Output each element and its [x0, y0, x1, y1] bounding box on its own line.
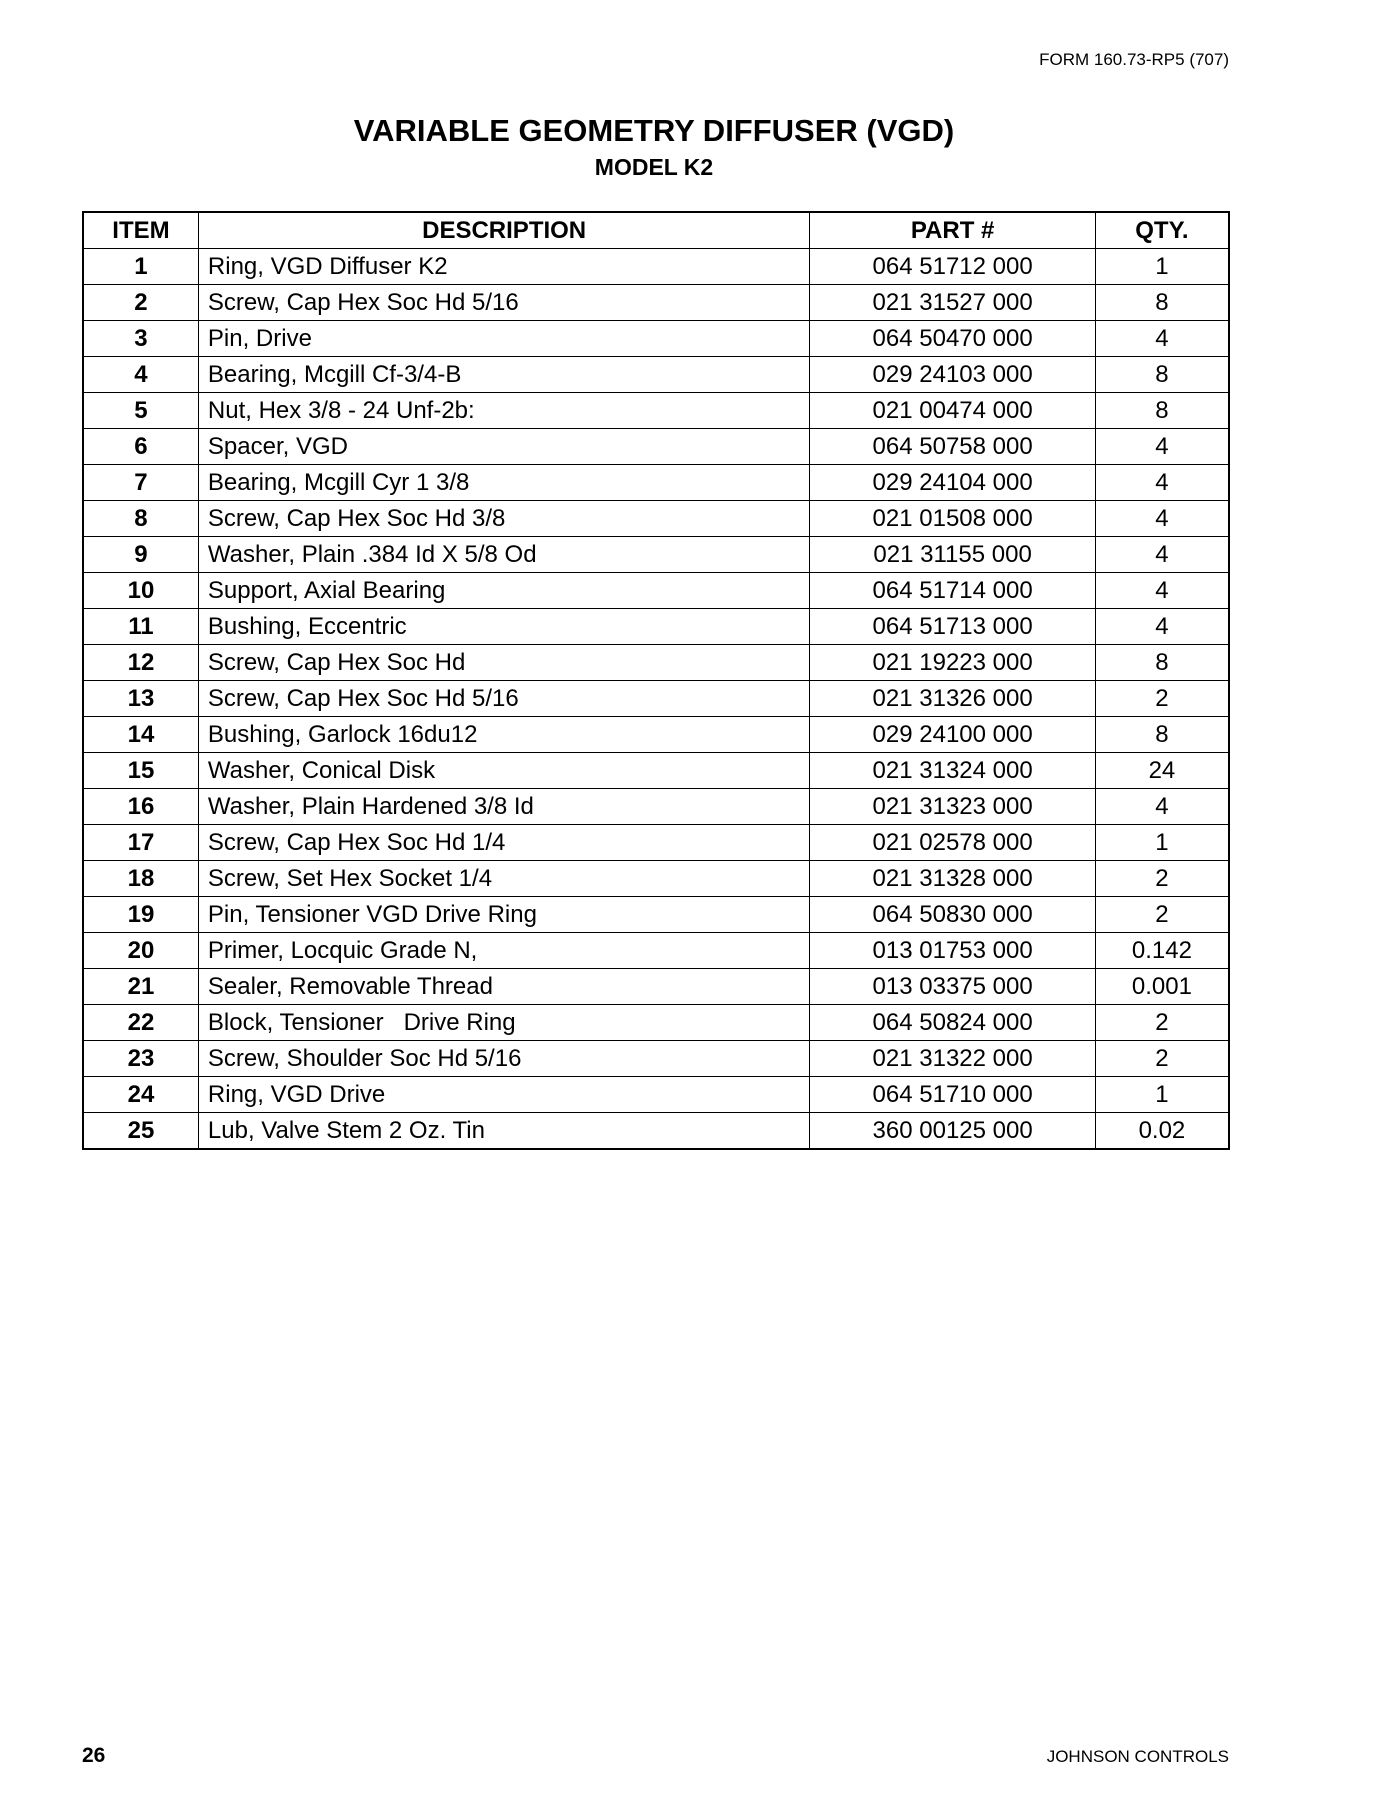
qty-cell: 8 [1095, 645, 1229, 681]
column-header-description: DESCRIPTION [198, 212, 809, 249]
description-cell: Nut, Hex 3/8 - 24 Unf-2b: [198, 393, 809, 429]
part-number-cell: 029 24103 000 [810, 357, 1095, 393]
part-number-cell: 021 31324 000 [810, 753, 1095, 789]
table-row [83, 753, 1229, 789]
item-cell: 10 [83, 573, 198, 609]
part-number-cell: 064 50830 000 [810, 897, 1095, 933]
qty-cell: 1 [1095, 249, 1229, 285]
qty-cell: 4 [1095, 573, 1229, 609]
part-number-cell: 029 24100 000 [810, 717, 1095, 753]
item-cell: 20 [83, 933, 198, 969]
part-number-cell: 064 50758 000 [810, 429, 1095, 465]
description-cell: Support, Axial Bearing [198, 573, 809, 609]
part-number-cell: 021 02578 000 [810, 825, 1095, 861]
description-cell: Ring, VGD Diffuser K2 [198, 249, 809, 285]
table-row [83, 969, 1229, 1005]
part-number-cell: 021 31155 000 [810, 537, 1095, 573]
part-number-cell: 064 51713 000 [810, 609, 1095, 645]
qty-cell: 1 [1095, 825, 1229, 861]
table-row [83, 897, 1229, 933]
table-row [83, 1077, 1229, 1113]
part-number-cell: 360 00125 000 [810, 1113, 1095, 1150]
description-cell: Screw, Cap Hex Soc Hd [198, 645, 809, 681]
form-number: FORM 160.73-RP5 (707) [1039, 50, 1229, 69]
item-cell: 8 [83, 501, 198, 537]
part-number-cell: 029 24104 000 [810, 465, 1095, 501]
qty-cell: 4 [1095, 429, 1229, 465]
description-cell: Lub, Valve Stem 2 Oz. Tin [198, 1113, 809, 1150]
part-number-cell: 013 03375 000 [810, 969, 1095, 1005]
description-cell: Sealer, Removable Thread [198, 969, 809, 1005]
qty-cell: 2 [1095, 1005, 1229, 1041]
part-number-cell: 021 31323 000 [810, 789, 1095, 825]
part-number-cell: 064 50470 000 [810, 321, 1095, 357]
description-cell: Spacer, VGD [198, 429, 809, 465]
qty-cell: 8 [1095, 285, 1229, 321]
table-row [83, 681, 1229, 717]
parts-table-body [83, 249, 1229, 1150]
part-number-cell: 021 31527 000 [810, 285, 1095, 321]
table-row [83, 357, 1229, 393]
description-cell: Primer, Locquic Grade N, [198, 933, 809, 969]
item-cell: 11 [83, 609, 198, 645]
description-cell: Pin, Drive [198, 321, 809, 357]
qty-cell: 4 [1095, 501, 1229, 537]
table-row [83, 429, 1229, 465]
table-row [83, 285, 1229, 321]
table-row [83, 1005, 1229, 1041]
qty-cell: 4 [1095, 465, 1229, 501]
item-cell: 9 [83, 537, 198, 573]
table-row [83, 1113, 1229, 1150]
description-cell: Washer, Plain Hardened 3/8 Id [198, 789, 809, 825]
table-row [83, 609, 1229, 645]
description-cell: Washer, Conical Disk [198, 753, 809, 789]
description-cell: Screw, Cap Hex Soc Hd 5/16 [198, 681, 809, 717]
table-row [83, 861, 1229, 897]
table-row [83, 393, 1229, 429]
item-cell: 15 [83, 753, 198, 789]
parts-table [82, 211, 1230, 1150]
description-cell: Bushing, Eccentric [198, 609, 809, 645]
qty-cell: 24 [1095, 753, 1229, 789]
qty-cell: 0.001 [1095, 969, 1229, 1005]
description-cell: Bearing, Mcgill Cyr 1 3/8 [198, 465, 809, 501]
qty-cell: 4 [1095, 789, 1229, 825]
table-row [83, 573, 1229, 609]
table-row [83, 501, 1229, 537]
part-number-cell: 064 50824 000 [810, 1005, 1095, 1041]
part-number-cell: 021 31328 000 [810, 861, 1095, 897]
qty-cell: 8 [1095, 357, 1229, 393]
qty-cell: 1 [1095, 1077, 1229, 1113]
item-cell: 14 [83, 717, 198, 753]
description-cell: Pin, Tensioner VGD Drive Ring [198, 897, 809, 933]
part-number-cell: 064 51714 000 [810, 573, 1095, 609]
table-row [83, 1041, 1229, 1077]
qty-cell: 0.142 [1095, 933, 1229, 969]
part-number-cell: 021 00474 000 [810, 393, 1095, 429]
table-row [83, 825, 1229, 861]
part-number-cell: 021 01508 000 [810, 501, 1095, 537]
table-row [83, 717, 1229, 753]
description-cell: Washer, Plain .384 Id X 5/8 Od [198, 537, 809, 573]
item-cell: 16 [83, 789, 198, 825]
description-cell: Block, Tensioner Drive Ring [198, 1005, 809, 1041]
qty-cell: 2 [1095, 861, 1229, 897]
qty-cell: 2 [1095, 1041, 1229, 1077]
parts-table-header [83, 212, 1229, 249]
item-cell: 25 [83, 1113, 198, 1150]
description-cell: Bushing, Garlock 16du12 [198, 717, 809, 753]
item-cell: 5 [83, 393, 198, 429]
part-number-cell: 021 19223 000 [810, 645, 1095, 681]
part-number-cell: 064 51710 000 [810, 1077, 1095, 1113]
qty-cell: 4 [1095, 321, 1229, 357]
item-cell: 12 [83, 645, 198, 681]
item-cell: 2 [83, 285, 198, 321]
qty-cell: 4 [1095, 537, 1229, 573]
document-title: VARIABLE GEOMETRY DIFFUSER (VGD) [353, 113, 955, 148]
description-cell: Screw, Cap Hex Soc Hd 5/16 [198, 285, 809, 321]
description-cell: Screw, Cap Hex Soc Hd 1/4 [198, 825, 809, 861]
item-cell: 24 [83, 1077, 198, 1113]
qty-cell: 2 [1095, 681, 1229, 717]
description-cell: Screw, Shoulder Soc Hd 5/16 [198, 1041, 809, 1077]
header-row [83, 212, 1229, 249]
column-header-item: ITEM [83, 212, 198, 249]
table-row [83, 465, 1229, 501]
column-header-part-number: PART # [810, 212, 1095, 249]
table-row [83, 789, 1229, 825]
description-cell: Bearing, Mcgill Cf-3/4-B [198, 357, 809, 393]
qty-cell: 4 [1095, 609, 1229, 645]
description-cell: Ring, VGD Drive [198, 1077, 809, 1113]
footer-company: JOHNSON CONTROLS [1046, 1747, 1229, 1766]
part-number-cell: 021 31326 000 [810, 681, 1095, 717]
item-cell: 6 [83, 429, 198, 465]
qty-cell: 8 [1095, 717, 1229, 753]
item-cell: 4 [83, 357, 198, 393]
item-cell: 1 [83, 249, 198, 285]
table-row [83, 537, 1229, 573]
table-row [83, 321, 1229, 357]
table-row [83, 249, 1229, 285]
column-header-qty: QTY. [1095, 212, 1229, 249]
table-row [83, 645, 1229, 681]
item-cell: 21 [83, 969, 198, 1005]
item-cell: 23 [83, 1041, 198, 1077]
qty-cell: 0.02 [1095, 1113, 1229, 1150]
item-cell: 19 [83, 897, 198, 933]
item-cell: 22 [83, 1005, 198, 1041]
table-row [83, 933, 1229, 969]
part-number-cell: 064 51712 000 [810, 249, 1095, 285]
qty-cell: 2 [1095, 897, 1229, 933]
page-number: 26 [82, 1744, 106, 1767]
item-cell: 3 [83, 321, 198, 357]
item-cell: 17 [83, 825, 198, 861]
document-subtitle: MODEL K2 [594, 154, 714, 180]
part-number-cell: 013 01753 000 [810, 933, 1095, 969]
item-cell: 18 [83, 861, 198, 897]
description-cell: Screw, Cap Hex Soc Hd 3/8 [198, 501, 809, 537]
part-number-cell: 021 31322 000 [810, 1041, 1095, 1077]
item-cell: 7 [83, 465, 198, 501]
description-cell: Screw, Set Hex Socket 1/4 [198, 861, 809, 897]
qty-cell: 8 [1095, 393, 1229, 429]
item-cell: 13 [83, 681, 198, 717]
